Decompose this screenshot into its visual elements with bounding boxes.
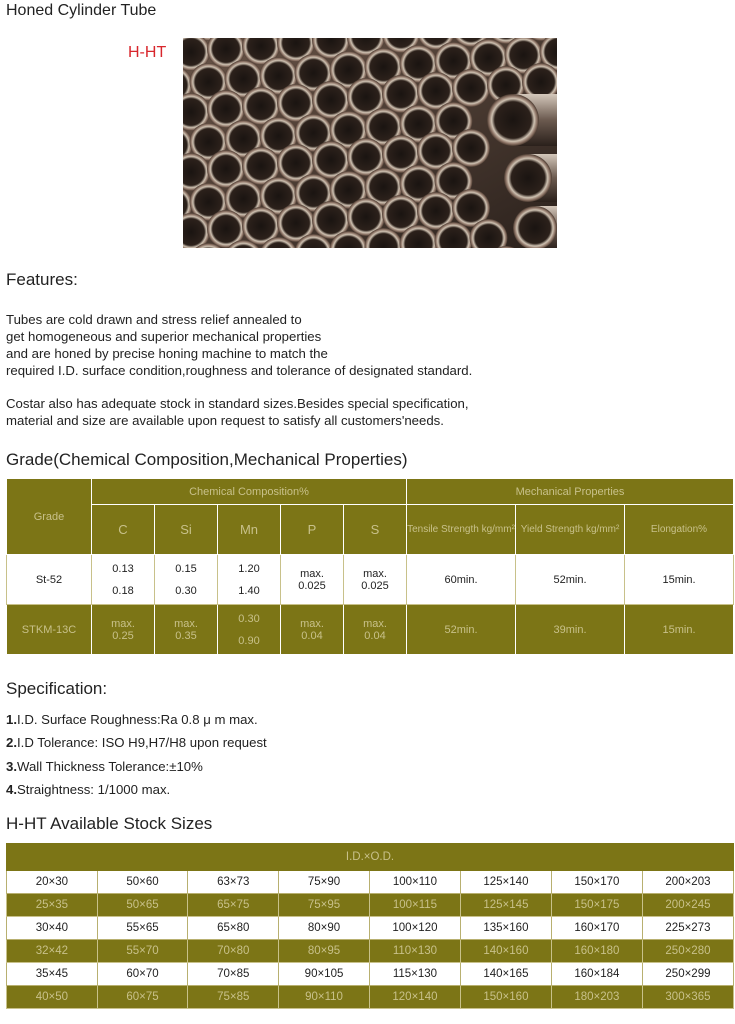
- cell-p: max. 0.025: [281, 555, 344, 605]
- stock-cell: 50×60: [97, 871, 188, 894]
- col-s: S: [344, 505, 407, 555]
- stock-cell: 50×65: [97, 894, 188, 917]
- stock-cell: 150×170: [551, 871, 642, 894]
- stock-cell: 70×85: [188, 963, 279, 986]
- stock-cell: 135×160: [460, 917, 551, 940]
- grade-row: [7, 605, 734, 655]
- model-label: H-HT: [128, 44, 167, 61]
- cell-yield: 39min.: [516, 605, 625, 655]
- col-mn: Mn: [218, 505, 281, 555]
- stock-cell: 125×140: [460, 871, 551, 894]
- grade-heading: Grade(Chemical Composition,Mechanical Properties): [6, 450, 408, 469]
- paragraph-line: material and size are available upon request to satisfy all customers'needs.: [6, 413, 444, 428]
- mech-header: Mechanical Properties: [407, 479, 734, 505]
- stock-cell: 150×175: [551, 894, 642, 917]
- stock-row: [7, 871, 734, 894]
- stock-cell: 80×90: [279, 917, 370, 940]
- stock-cell: 90×110: [279, 986, 370, 1009]
- stock-heading: H-HT Available Stock Sizes: [6, 814, 213, 833]
- stock-cell: 100×115: [369, 894, 460, 917]
- stock-cell: 120×140: [369, 986, 460, 1009]
- cell-tensile: 52min.: [407, 605, 516, 655]
- stock-cell: 65×80: [188, 917, 279, 940]
- stock-row: [7, 917, 734, 940]
- cell-c: max. 0.25: [92, 605, 155, 655]
- stock-cell: 60×70: [97, 963, 188, 986]
- stock-cell: 63×73: [188, 871, 279, 894]
- grade-name: STKM-13C: [7, 605, 92, 655]
- stock-cell: 75×90: [279, 871, 370, 894]
- stock-cell: 225×273: [642, 917, 733, 940]
- stock-cell: 150×160: [460, 986, 551, 1009]
- spec-heading: Specification:: [6, 679, 108, 698]
- stock-cell: 200×203: [642, 871, 733, 894]
- stock-cell: 250×280: [642, 940, 733, 963]
- cell-si: max. 0.35: [155, 605, 218, 655]
- grade-header: Grade: [7, 479, 92, 555]
- col-tensile: Tensile Strength kg/mm²: [407, 505, 516, 555]
- grade-table: [6, 478, 734, 655]
- stock-cell: 32×42: [7, 940, 98, 963]
- stock-cell: 30×40: [7, 917, 98, 940]
- col-si: Si: [155, 505, 218, 555]
- stock-cell: 180×203: [551, 986, 642, 1009]
- stock-cell: 250×299: [642, 963, 733, 986]
- paragraph-line: get homogeneous and superior mechanical properties: [6, 329, 322, 344]
- stock-cell: 25×35: [7, 894, 98, 917]
- spec-item: 1.I.D. Surface Roughness:Ra 0.8 μ m max.: [6, 712, 258, 727]
- stock-cell: 115×130: [369, 963, 460, 986]
- stock-row: [7, 986, 734, 1009]
- stock-row: [7, 963, 734, 986]
- cell-yield: 52min.: [516, 555, 625, 605]
- paragraph-line: Tubes are cold drawn and stress relief annealed to: [6, 312, 302, 327]
- col-yield: Yield Strength kg/mm²: [516, 505, 625, 555]
- spec-item: 4.Straightness: 1/1000 max.: [6, 782, 171, 797]
- col-c: C: [92, 505, 155, 555]
- stock-cell: 20×30: [7, 871, 98, 894]
- stock-cell: 70×80: [188, 940, 279, 963]
- stock-row: [7, 940, 734, 963]
- page-title: Honed Cylinder Tube: [6, 2, 157, 19]
- grade-row: [7, 555, 734, 605]
- cell-mn: 0.30 0.90: [218, 605, 281, 655]
- stock-cell: 300×365: [642, 986, 733, 1009]
- stock-cell: 80×95: [279, 940, 370, 963]
- stock-cell: 160×170: [551, 917, 642, 940]
- col-p: P: [281, 505, 344, 555]
- stock-cell: 110×130: [369, 940, 460, 963]
- stock-header: I.D.×O.D.: [7, 844, 734, 871]
- stock-cell: 75×95: [279, 894, 370, 917]
- stock-cell: 160×184: [551, 963, 642, 986]
- cell-si: 0.15 0.30: [155, 555, 218, 605]
- chem-header: Chemical Composition%: [92, 479, 407, 505]
- stock-cell: 40×50: [7, 986, 98, 1009]
- stock-row: [7, 894, 734, 917]
- stock-cell: 100×110: [369, 871, 460, 894]
- grade-name: St-52: [7, 555, 92, 605]
- stock-cell: 35×45: [7, 963, 98, 986]
- cell-elongation: 15min.: [625, 605, 734, 655]
- cell-elongation: 15min.: [625, 555, 734, 605]
- stock-cell: 140×160: [460, 940, 551, 963]
- stock-table: [6, 843, 734, 1009]
- stock-cell: 160×180: [551, 940, 642, 963]
- features-paragraph-1: [6, 311, 472, 379]
- stock-cell: 65×75: [188, 894, 279, 917]
- stock-cell: 90×105: [279, 963, 370, 986]
- spec-item: 2.I.D Tolerance: ISO H9,H7/H8 upon request: [6, 735, 267, 750]
- paragraph-line: required I.D. surface condition,roughness and tolerance of designated standard.: [6, 363, 473, 378]
- cell-s: max. 0.04: [344, 605, 407, 655]
- stock-cell: 55×65: [97, 917, 188, 940]
- cell-mn: 1.20 1.40: [218, 555, 281, 605]
- cell-p: max. 0.04: [281, 605, 344, 655]
- stock-cell: 140×165: [460, 963, 551, 986]
- cell-s: max. 0.025: [344, 555, 407, 605]
- tube-bundle-photo: [183, 38, 557, 248]
- spec-item: 3.Wall Thickness Tolerance:±10%: [6, 759, 203, 774]
- stock-cell: 125×145: [460, 894, 551, 917]
- stock-cell: 60×75: [97, 986, 188, 1009]
- paragraph-line: Costar also has adequate stock in standard sizes.Besides special specification,: [6, 396, 469, 411]
- col-elongation: Elongation%: [625, 505, 734, 555]
- stock-cell: 100×120: [369, 917, 460, 940]
- cell-c: 0.13 0.18: [92, 555, 155, 605]
- features-paragraph-2: [6, 395, 469, 429]
- stock-cell: 55×70: [97, 940, 188, 963]
- features-heading: Features:: [6, 270, 78, 289]
- stock-cell: 200×245: [642, 894, 733, 917]
- cell-tensile: 60min.: [407, 555, 516, 605]
- stock-cell: 75×85: [188, 986, 279, 1009]
- paragraph-line: and are honed by precise honing machine to match the: [6, 346, 328, 361]
